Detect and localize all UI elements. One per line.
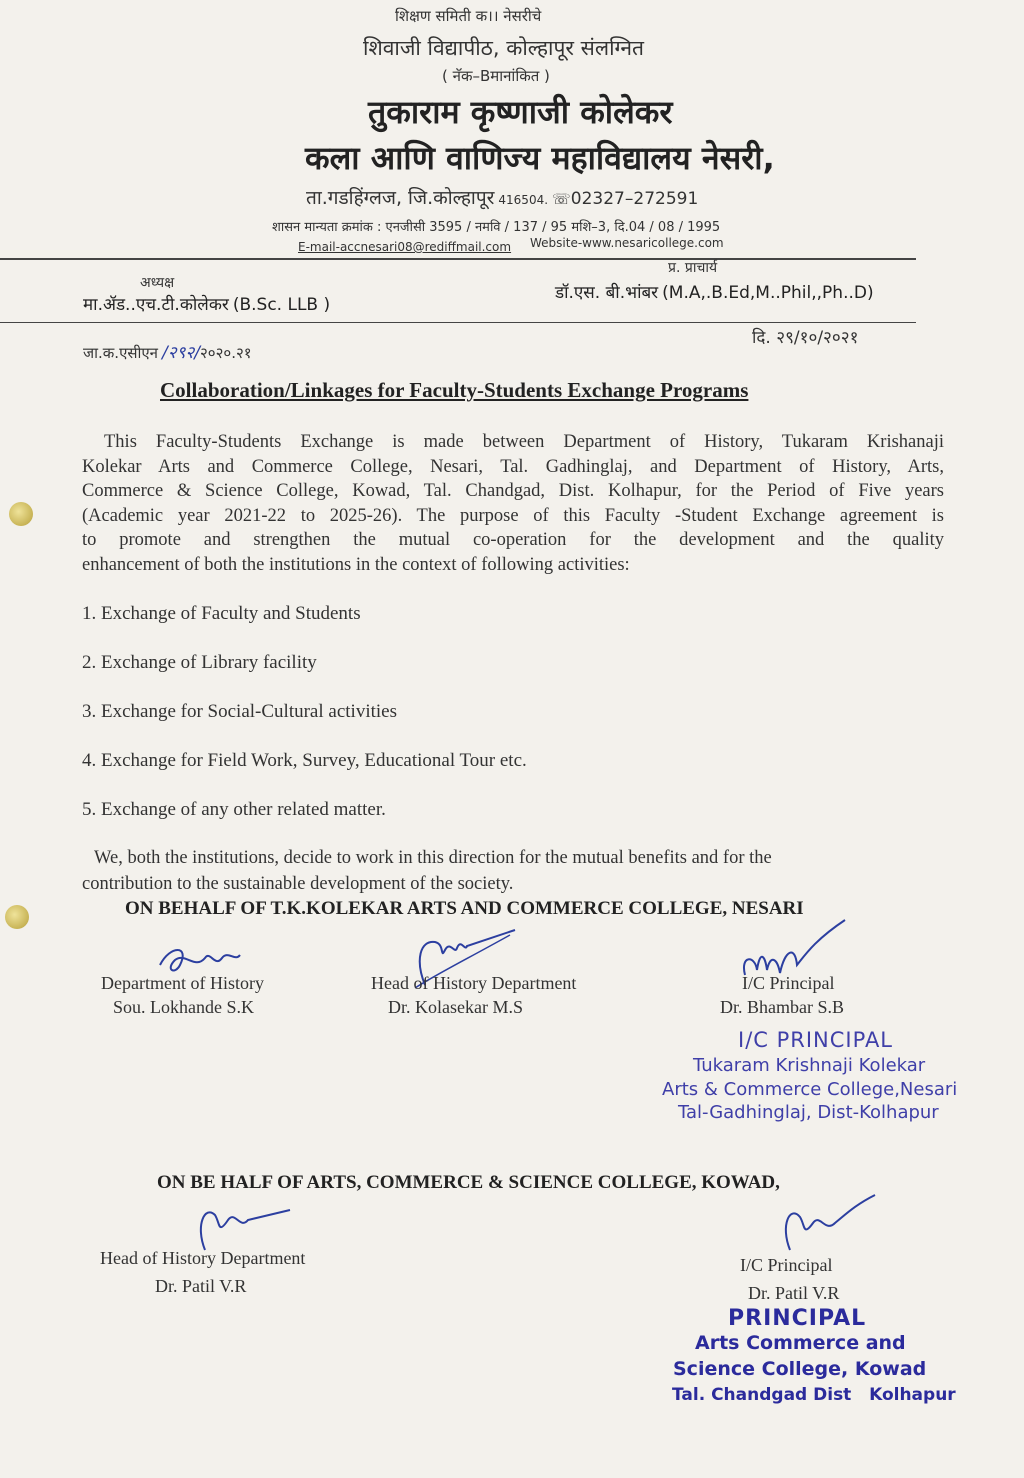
nesari-stamp-line4: Tal-Gadhinglaj, Dist-Kolhapur	[678, 1102, 939, 1123]
kowad-stamp-line4: Tal. Chandgad Dist Kolhapur	[672, 1385, 956, 1405]
letterhead-rule-top	[0, 258, 916, 260]
nesari-sig3-role: I/C Principal	[742, 973, 835, 993]
college-name-line2: कला आणि वाणिज्य महाविद्यालय नेसरी,	[305, 139, 775, 177]
society-line: शिक्षण समिती क।। नेसरीचे	[395, 7, 542, 25]
kowad-sig1-role: Head of History Department	[100, 1248, 306, 1268]
closing-line-1: We, both the institutions, decide to work in this direction for the mutual benefits and for the	[94, 848, 772, 868]
kowad-sig2-role: I/C Principal	[740, 1255, 833, 1275]
signature-patil-principal	[775, 1195, 895, 1255]
affiliation-line: शिवाजी विद्यापीठ, कोल्हापूर संलग्नित	[363, 36, 645, 60]
nesari-sig2-name: Dr. Kolasekar M.S	[388, 997, 523, 1017]
college-name-line1: तुकाराम कृष्णाजी कोलेकर	[368, 93, 673, 131]
list-item: 3. Exchange for Social-Cultural activities	[82, 701, 397, 722]
body-line: This Faculty-Students Exchange is made between Department of History, Tukaram Krishanaji	[104, 432, 944, 452]
accreditation-line: ( नॅक–Bमानांकित )	[442, 67, 550, 85]
list-item: 5. Exchange of any other related matter.	[82, 799, 386, 820]
phone-number: 02327–272591	[570, 189, 699, 209]
body-line: to promote and strengthen the mutual co-operation for the development and the quality	[82, 530, 944, 551]
reference-line	[83, 340, 252, 363]
body-line: Commerce & Science College, Kowad, Tal. Chandgad, Dist. Kolhapur, for the Period of Five years	[82, 481, 944, 502]
chairman-label: अध्यक्ष	[140, 275, 175, 291]
reference-year: २०२०.२१	[200, 344, 252, 362]
document-date: दि. २९/१०/२०२१	[752, 328, 859, 348]
recognition-line: शासन मान्यता क्रमांक : एनजीसी 3595 / नमवि / 137 / 95 मशि–3, दि.04 / 08 / 1995	[272, 220, 721, 235]
list-item: 2. Exchange of Library facility	[82, 652, 317, 673]
nesari-heading: ON BEHALF OF T.K.KOLEKAR ARTS AND COMMERCE COLLEGE, NESARI	[125, 898, 804, 919]
reference-prefix: जा.क.एसीएन	[83, 344, 159, 362]
letterhead-rule-bottom	[0, 322, 916, 323]
body-line: enhancement of both the institutions in the context of following activities:	[82, 554, 630, 575]
chairman-qualification: (B.Sc. LLB )	[232, 295, 331, 315]
principal-line	[555, 280, 874, 303]
nesari-sig2-role: Head of History Department	[371, 973, 577, 993]
website-text: Website-www.nesaricollege.com	[530, 236, 724, 250]
nesari-sig3-name: Dr. Bhambar S.B	[720, 997, 844, 1017]
signature-patil-hod	[190, 1195, 310, 1255]
reference-number: /२९२/	[162, 343, 200, 363]
kowad-stamp-line2: Arts Commerce and	[695, 1332, 906, 1354]
list-item: 4. Exchange for Field Work, Survey, Educational Tour etc.	[82, 750, 527, 771]
kowad-stamp-line1: PRINCIPAL	[728, 1306, 867, 1331]
kowad-stamp-line3: Science College, Kowad	[673, 1358, 927, 1380]
nesari-sig1-name: Sou. Lokhande S.K	[113, 997, 254, 1017]
body-line: (Academic year 2021-22 to 2025-26). The purpose of this Faculty -Student Exchange agreement is	[82, 505, 944, 526]
address-line	[306, 184, 698, 210]
punch-hole-top	[9, 502, 33, 526]
kowad-heading: ON BE HALF OF ARTS, COMMERCE & SCIENCE COLLEGE, KOWAD,	[157, 1172, 780, 1193]
nesari-stamp-line3: Arts & Commerce College,Nesari	[662, 1079, 958, 1100]
phone-icon: ☏	[552, 190, 571, 208]
principal-name: डॉ.एस. बी.भांबर	[555, 283, 659, 303]
address-text: ता.गडहिंग्लज, जि.कोल्हापूर	[306, 187, 495, 209]
principal-qualification: (M.A,.B.Ed,M..Phil,,Ph..D)	[662, 283, 874, 303]
nesari-stamp-line1: I/C PRINCIPAL	[738, 1028, 894, 1052]
chairman-name: मा.ॲड..एच.टी.कोलेकर	[83, 295, 229, 315]
body-paragraph	[82, 430, 944, 578]
nesari-stamp-line2: Tukaram Krishnaji Kolekar	[693, 1055, 926, 1076]
closing-line-2: contribution to the sustainable development of the society.	[82, 874, 514, 894]
document-title: Collaboration/Linkages for Faculty-Students Exchange Programs	[160, 378, 749, 402]
nesari-sig1-role: Department of History	[101, 973, 264, 993]
pincode: 416504.	[498, 193, 549, 207]
email-link[interactable]: E-mail-accnesari08@rediffmail.com	[298, 240, 512, 254]
chairman-line	[83, 292, 330, 315]
punch-hole-bottom	[5, 905, 29, 929]
body-line: Kolekar Arts and Commerce College, Nesari, Tal. Gadhinglaj, and Department of History, Arts,	[82, 456, 944, 477]
principal-label: प्र. प्राचार्य	[668, 260, 718, 276]
kowad-sig1-name: Dr. Patil V.R	[155, 1276, 247, 1296]
list-item: 1. Exchange of Faculty and Students	[82, 603, 361, 624]
kowad-sig2-name: Dr. Patil V.R	[748, 1283, 840, 1303]
